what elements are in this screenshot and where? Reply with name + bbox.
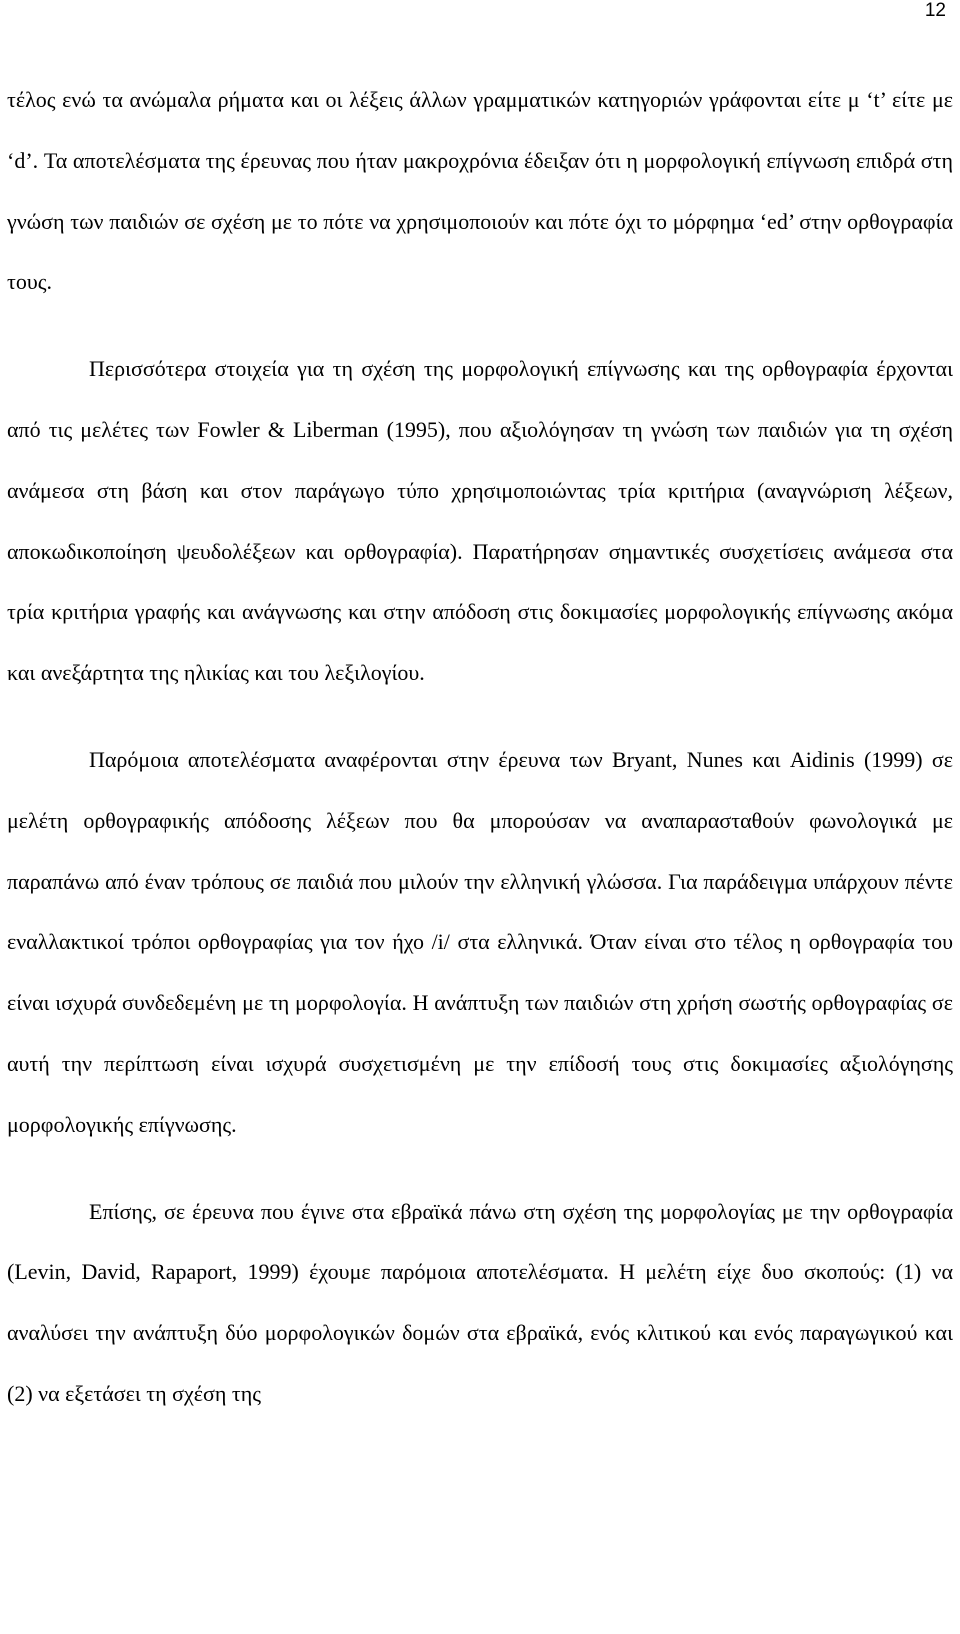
page-number: 12 bbox=[924, 0, 946, 21]
paragraph-levin-david-rapaport: Επίσης, σε έρευνα που έγινε στα εβραϊκά πάνω στη σχέση της μορφολογίας με την ορθογραφία (Levin, David, Rapaport, 1999) έχουμε παρόμοια αποτελέσματα. Η μελέτη είχε δυο σκοπούς: (1) να αναλύσει την ανάπτυξη δύο μορφολογικών δομών στα εβραϊκά, ενός κλιτικού και ενός παραγωγικού και (2) να εξετάσει τη σχέση της bbox=[7, 1198, 953, 1406]
paragraph-bryant-nunes-aidinis: Παρόμοια αποτελέσματα αναφέρονται στην έρευνα των Bryant, Nunes και Aidinis (1999) σε μελέτη ορθογραφικής απόδοσης λέξεων που θα μπορούσαν να αναπαρασταθούν φωνολογικά με παραπάνω από έναν τρόπους σε παιδιά που μιλούν την ελληνική γλώσσα. Για παράδειγμα υπάρχουν πέντε εναλλακτικοί τρόποι ορθογραφίας για τον ήχο /i/ στα ελληνικά. Όταν είναι στο τέλος η ορθογραφία του είναι ισχυρά συνδεδεμένη με τη μορφολογία. Η ανάπτυξη των παιδιών στη χρήση σωστής ορθογραφίας σε αυτή την περίπτωση είναι ισχυρά συσχετισμένη με την επίδοσή τους στις δοκιμασίες αξιολόγησης μορφολογικής επίγνωσης. bbox=[7, 746, 953, 1137]
paragraph-fowler-liberman: Περισσότερα στοιχεία για τη σχέση της μορφολογική επίγνωσης και της ορθογραφία έρχονται από τις μελέτες των Fowler & Liberman (1995), που αξιολόγησαν τη γνώση των παιδιών για τη σχέση ανάμεσα στη βάση και στον παράγωγο τύπο χρησιμοποιώντας τρία κριτήρια (αναγνώριση λέξεων, αποκωδικοποίηση ψευδολέξεων και ορθογραφία). Παρατήρησαν σημαντικές συσχετίσεις ανάμεσα στα τρία κριτήρια γραφής και ανάγνωσης και στην απόδοση στις δοκιμασίες μορφολογικής επίγνωσης ακόμα και ανεξάρτητα της ηλικίας και του λεξιλογίου. bbox=[7, 356, 953, 686]
document-body bbox=[7, 70, 953, 1425]
paragraph-continuation: τέλος ενώ τα ανώμαλα ρήματα και οι λέξεις άλλων γραμματικών κατηγοριών γράφονται είτε μ ‘t’ είτε με ‘d’. Τα αποτελέσματα της έρευνας που ήταν μακροχρόνια έδειξαν ότι η μορφολογική επίγνωση επιδρά στη γνώση των παιδιών σε σχέση με το πότε να χρησιμοποιούν και πότε όχι το μόρφημα ‘ed’ στην ορθογραφία τους. bbox=[7, 87, 953, 295]
